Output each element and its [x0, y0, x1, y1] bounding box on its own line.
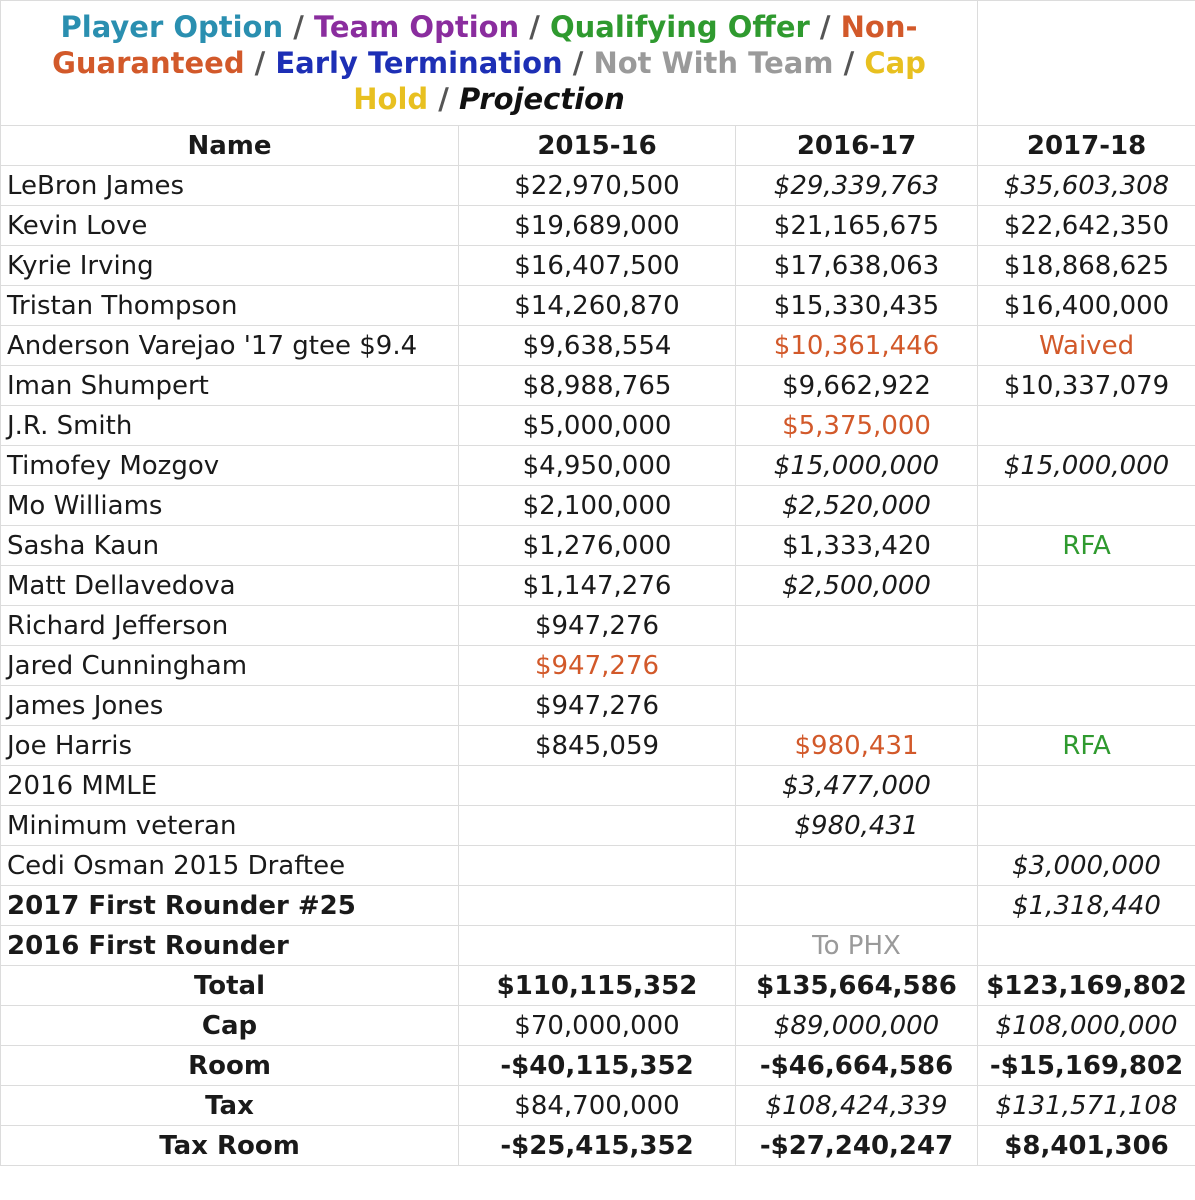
salary-2016-17-cell[interactable]: $2,520,000: [736, 486, 978, 526]
salary-2016-17-cell[interactable]: $15,000,000: [736, 446, 978, 486]
table-row: [1, 486, 1195, 526]
salary-2015-16-cell[interactable]: $2,100,000: [459, 486, 736, 526]
salary-2017-18-cell[interactable]: $108,000,000: [978, 1006, 1195, 1046]
table-row: [1, 406, 1195, 446]
table-row: [1, 806, 1195, 846]
salary-2015-16-cell[interactable]: $4,950,000: [459, 446, 736, 486]
salary-2017-18-cell[interactable]: RFA: [978, 526, 1195, 566]
table-row: [1, 286, 1195, 326]
legend-cap-hold: Cap Hold: [353, 46, 926, 116]
player-name-cell[interactable]: Tax: [1, 1086, 459, 1126]
table-row: [1, 566, 1195, 606]
salary-2016-17-cell[interactable]: $980,431: [736, 726, 978, 766]
legend-empty-cell[interactable]: [978, 1, 1195, 126]
salary-2016-17-cell[interactable]: $89,000,000: [736, 1006, 978, 1046]
salary-2017-18-cell[interactable]: $22,642,350: [978, 206, 1195, 246]
salary-2015-16-cell[interactable]: $14,260,870: [459, 286, 736, 326]
column-header-2016-17[interactable]: 2016-17: [736, 126, 978, 166]
salary-2016-17-cell[interactable]: [736, 846, 978, 886]
salary-2016-17-cell[interactable]: $29,339,763: [736, 166, 978, 206]
salary-2015-16-cell[interactable]: [459, 766, 736, 806]
salary-2017-18-cell[interactable]: -$15,169,802: [978, 1046, 1195, 1086]
table-row: [1, 886, 1195, 926]
player-name-cell[interactable]: Kyrie Irving: [1, 246, 459, 286]
salary-2015-16-cell[interactable]: $9,638,554: [459, 326, 736, 366]
player-name-cell[interactable]: Cedi Osman 2015 Draftee: [1, 846, 459, 886]
salary-2016-17-cell[interactable]: $980,431: [736, 806, 978, 846]
salary-2016-17-cell[interactable]: $1,333,420: [736, 526, 978, 566]
salary-2015-16-cell[interactable]: $947,276: [459, 686, 736, 726]
salary-2017-18-cell[interactable]: [978, 766, 1195, 806]
salary-2016-17-cell[interactable]: To PHX: [736, 926, 978, 966]
table-row: [1, 366, 1195, 406]
salary-2016-17-cell[interactable]: $135,664,586: [736, 966, 978, 1006]
table-row: [1, 526, 1195, 566]
legend-player-option: Player Option: [60, 10, 284, 44]
salary-2017-18-cell[interactable]: [978, 606, 1195, 646]
salary-2016-17-cell[interactable]: -$27,240,247: [736, 1126, 978, 1166]
salary-2015-16-cell[interactable]: $8,988,765: [459, 366, 736, 406]
salary-2016-17-cell[interactable]: [736, 886, 978, 926]
legend-team-option: Team Option: [313, 10, 520, 44]
salary-2015-16-cell[interactable]: $110,115,352: [459, 966, 736, 1006]
salary-2016-17-cell[interactable]: $3,477,000: [736, 766, 978, 806]
header-row: [1, 126, 1195, 166]
column-header-2017-18[interactable]: 2017-18: [978, 126, 1195, 166]
table-row: [1, 846, 1195, 886]
player-name-cell[interactable]: Cap: [1, 1006, 459, 1046]
salary-2015-16-cell[interactable]: $845,059: [459, 726, 736, 766]
salary-2017-18-cell[interactable]: [978, 566, 1195, 606]
player-name-cell[interactable]: Anderson Varejao '17 gtee $9.4: [1, 326, 459, 366]
table-row: [1, 726, 1195, 766]
salary-2015-16-cell[interactable]: [459, 926, 736, 966]
legend-non-guaranteed: Non-Guaranteed: [52, 10, 918, 80]
salary-2016-17-cell[interactable]: -$46,664,586: [736, 1046, 978, 1086]
table-row: [1, 606, 1195, 646]
salary-2015-16-cell[interactable]: $1,276,000: [459, 526, 736, 566]
player-name-cell[interactable]: Richard Jefferson: [1, 606, 459, 646]
table-row: [1, 206, 1195, 246]
salary-2017-18-cell[interactable]: $3,000,000: [978, 846, 1195, 886]
color-legend: Player Option / Team Option / Qualifying Offer / Non-Guaranteed / Early Termination / Not With Team / Cap Hold / Projection: [1, 1, 978, 126]
player-name-cell[interactable]: Iman Shumpert: [1, 366, 459, 406]
player-name-cell[interactable]: Kevin Love: [1, 206, 459, 246]
table-row: [1, 766, 1195, 806]
salary-2016-17-cell[interactable]: $5,375,000: [736, 406, 978, 446]
legend-projection: Projection: [458, 82, 625, 116]
player-name-cell[interactable]: Matt Dellavedova: [1, 566, 459, 606]
salary-2017-18-cell[interactable]: $35,603,308: [978, 166, 1195, 206]
salary-2015-16-cell[interactable]: $16,407,500: [459, 246, 736, 286]
player-name-cell[interactable]: Mo Williams: [1, 486, 459, 526]
table-row: [1, 326, 1195, 366]
salary-2017-18-cell[interactable]: [978, 806, 1195, 846]
salary-2015-16-cell[interactable]: [459, 806, 736, 846]
salary-2015-16-cell[interactable]: -$25,415,352: [459, 1126, 736, 1166]
salary-2017-18-cell[interactable]: $8,401,306: [978, 1126, 1195, 1166]
player-name-cell[interactable]: 2016 First Rounder: [1, 926, 459, 966]
table-row: [1, 166, 1195, 206]
salary-2016-17-cell[interactable]: [736, 606, 978, 646]
table-row: [1, 966, 1195, 1006]
salary-2017-18-cell[interactable]: [978, 406, 1195, 446]
player-name-cell[interactable]: Tristan Thompson: [1, 286, 459, 326]
table-row: [1, 1126, 1195, 1166]
table-row: [1, 646, 1195, 686]
salary-2017-18-cell[interactable]: $18,868,625: [978, 246, 1195, 286]
salary-2016-17-cell[interactable]: [736, 686, 978, 726]
salary-2017-18-cell[interactable]: RFA: [978, 726, 1195, 766]
salary-2016-17-cell[interactable]: $108,424,339: [736, 1086, 978, 1126]
salary-2015-16-cell[interactable]: [459, 846, 736, 886]
salary-2016-17-cell[interactable]: $21,165,675: [736, 206, 978, 246]
salary-2017-18-cell[interactable]: Waived: [978, 326, 1195, 366]
salary-2015-16-cell[interactable]: -$40,115,352: [459, 1046, 736, 1086]
salary-2017-18-cell[interactable]: $15,000,000: [978, 446, 1195, 486]
table-row: [1, 446, 1195, 486]
salary-2017-18-cell[interactable]: $10,337,079: [978, 366, 1195, 406]
player-name-cell[interactable]: Room: [1, 1046, 459, 1086]
player-name-cell[interactable]: Minimum veteran: [1, 806, 459, 846]
player-name-cell[interactable]: Jared Cunningham: [1, 646, 459, 686]
salary-2017-18-cell[interactable]: $1,318,440: [978, 886, 1195, 926]
salary-2015-16-cell[interactable]: $1,147,276: [459, 566, 736, 606]
table-row: [1, 246, 1195, 286]
table-row: [1, 1006, 1195, 1046]
legend-early-termination: Early Termination: [275, 46, 563, 80]
salary-2015-16-cell[interactable]: $947,276: [459, 646, 736, 686]
player-name-cell[interactable]: 2017 First Rounder #25: [1, 886, 459, 926]
player-name-cell[interactable]: James Jones: [1, 686, 459, 726]
player-name-cell[interactable]: 2016 MMLE: [1, 766, 459, 806]
salary-2015-16-cell[interactable]: $5,000,000: [459, 406, 736, 446]
legend-row: [1, 1, 1195, 126]
player-name-cell[interactable]: Total: [1, 966, 459, 1006]
salary-2017-18-cell[interactable]: [978, 486, 1195, 526]
player-name-cell[interactable]: J.R. Smith: [1, 406, 459, 446]
table-row: [1, 926, 1195, 966]
salary-2016-17-cell[interactable]: $10,361,446: [736, 326, 978, 366]
salary-2016-17-cell[interactable]: $2,500,000: [736, 566, 978, 606]
player-name-cell[interactable]: Tax Room: [1, 1126, 459, 1166]
salary-2015-16-cell[interactable]: [459, 886, 736, 926]
legend-qualifying-offer: Qualifying Offer: [550, 10, 810, 44]
salary-2017-18-cell[interactable]: $16,400,000: [978, 286, 1195, 326]
salary-2015-16-cell[interactable]: $84,700,000: [459, 1086, 736, 1126]
salary-2017-18-cell[interactable]: [978, 646, 1195, 686]
player-name-cell[interactable]: Joe Harris: [1, 726, 459, 766]
salary-2017-18-cell[interactable]: [978, 926, 1195, 966]
salary-2016-17-cell[interactable]: $15,330,435: [736, 286, 978, 326]
salary-2017-18-cell[interactable]: $131,571,108: [978, 1086, 1195, 1126]
salary-2017-18-cell[interactable]: $123,169,802: [978, 966, 1195, 1006]
salary-2017-18-cell[interactable]: [978, 686, 1195, 726]
salary-2016-17-cell[interactable]: [736, 646, 978, 686]
salary-2016-17-cell[interactable]: $9,662,922: [736, 366, 978, 406]
player-name-cell[interactable]: LeBron James: [1, 166, 459, 206]
legend-not-with-team: Not With Team: [593, 46, 834, 80]
column-header-name[interactable]: Name: [1, 126, 459, 166]
column-header-2015-16[interactable]: 2015-16: [459, 126, 736, 166]
player-name-cell[interactable]: Sasha Kaun: [1, 526, 459, 566]
salary-2015-16-cell[interactable]: $22,970,500: [459, 166, 736, 206]
salary-2015-16-cell[interactable]: $70,000,000: [459, 1006, 736, 1046]
salary-2015-16-cell[interactable]: $19,689,000: [459, 206, 736, 246]
player-name-cell[interactable]: Timofey Mozgov: [1, 446, 459, 486]
salary-2016-17-cell[interactable]: $17,638,063: [736, 246, 978, 286]
table-row: [1, 686, 1195, 726]
salary-2015-16-cell[interactable]: $947,276: [459, 606, 736, 646]
table-row: [1, 1046, 1195, 1086]
table-row: [1, 1086, 1195, 1126]
